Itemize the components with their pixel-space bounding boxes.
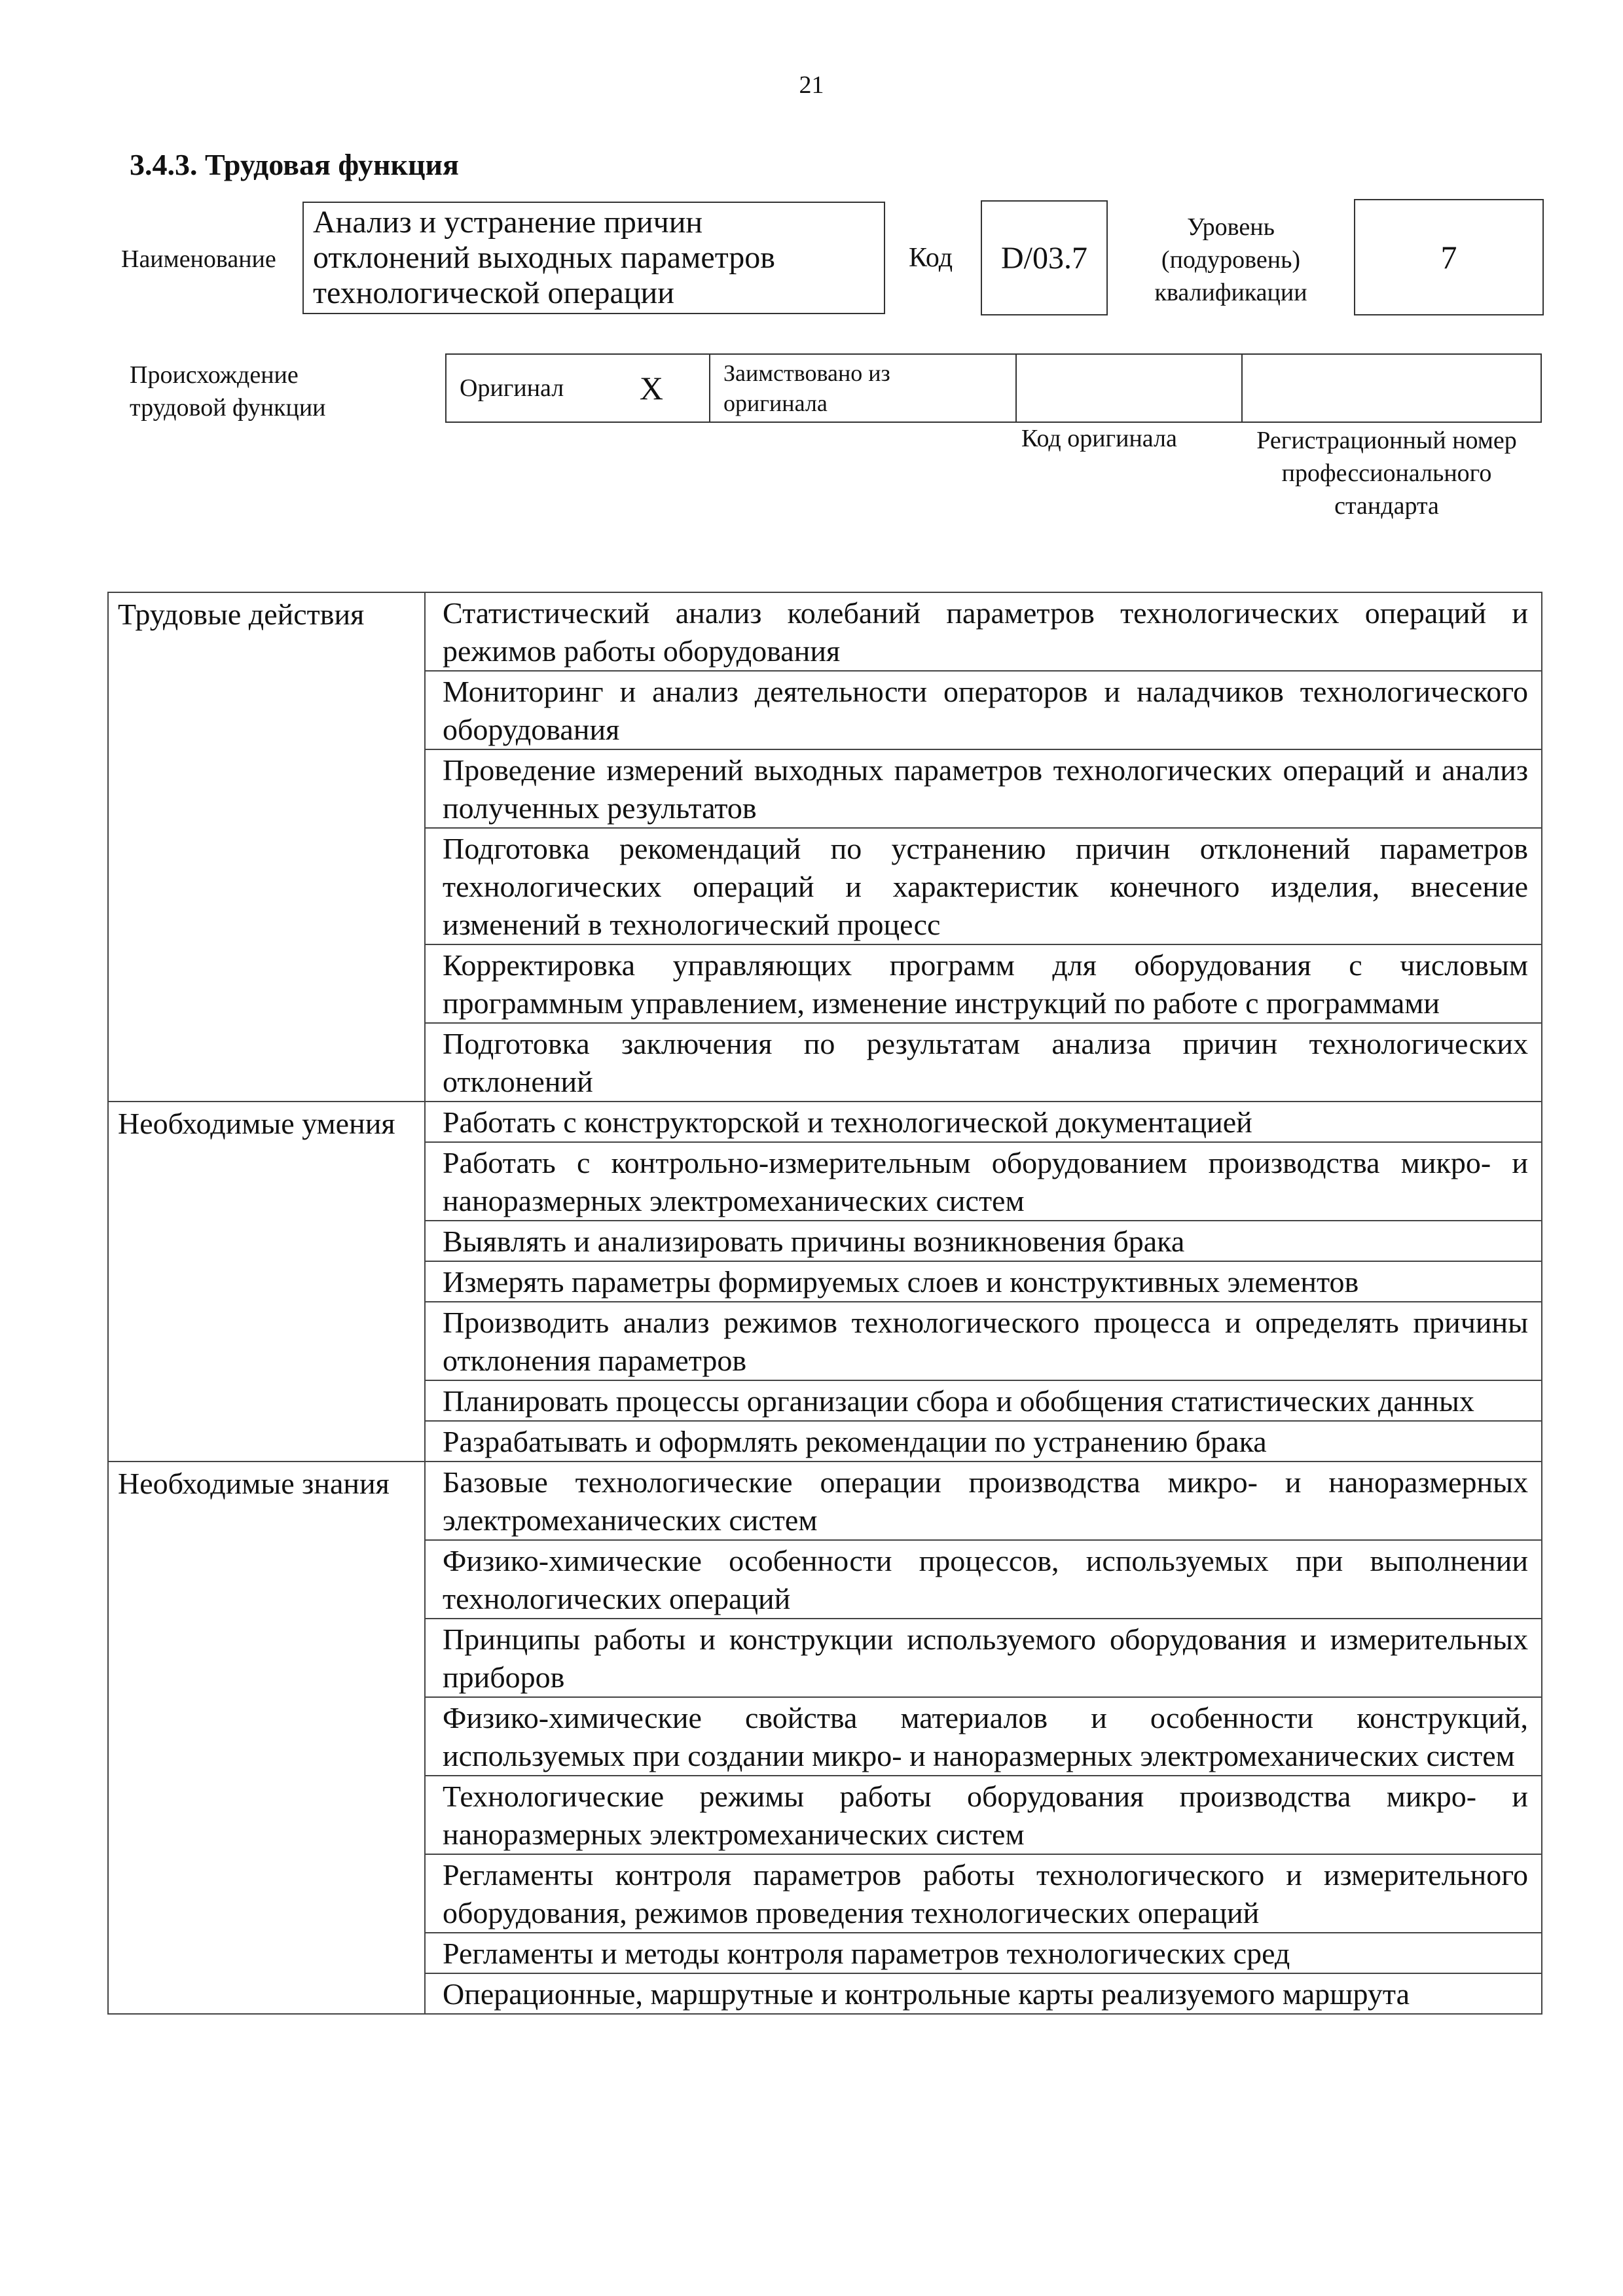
origin-label: [130, 359, 326, 424]
page-number: 21: [799, 71, 824, 99]
level-label-line: квалификации: [1154, 279, 1307, 306]
section-item: Базовые технологические операции производства микро- и наноразмерных электромеханических систем: [425, 1462, 1542, 1540]
reg-caption-line: профессионального: [1281, 459, 1492, 487]
table-row: [108, 592, 1542, 671]
origin-original-cell: [447, 355, 710, 422]
level-value: 7: [1354, 199, 1544, 315]
table-row: [108, 1462, 1542, 1540]
function-name-line: технологической операции: [313, 276, 674, 310]
origin-table: [445, 353, 1542, 423]
original-mark: X: [639, 370, 663, 406]
reg-caption-line: стандарта: [1334, 492, 1439, 520]
section-item: Проведение измерений выходных параметров технологических операций и анализ полученных результатов: [425, 749, 1542, 828]
origin-label-line: Происхождение: [130, 361, 299, 389]
section-item: Производить анализ режимов технологического процесса и определять причины отклонения параметров: [425, 1302, 1542, 1380]
original-label: Оригинал: [460, 374, 564, 402]
section-item: Работать с конструкторской и технологической документацией: [425, 1102, 1542, 1142]
borrowed-line: Заимствовано из: [723, 360, 890, 386]
code-value: D/03.7: [981, 200, 1108, 315]
section-item: Физико-химические свойства материалов и особенности конструкций, используемых при создании микро- и наноразмерных электромеханических систем: [425, 1697, 1542, 1776]
section-item: Корректировка управляющих программ для оборудования с числовым программным управлением, изменение инструкций по работе с программами: [425, 944, 1542, 1023]
section-item: Мониторинг и анализ деятельности операторов и наладчиков технологического оборудования: [425, 671, 1542, 749]
section-item: Разрабатывать и оформлять рекомендации по устранению брака: [425, 1421, 1542, 1462]
section-item: Подготовка заключения по результатам анализа причин технологических отклонений: [425, 1023, 1542, 1102]
reg-number-caption: [1230, 424, 1544, 522]
function-name-box: [302, 202, 885, 314]
original-code-caption: Код оригинала: [1021, 425, 1177, 452]
section-item: Технологические режимы работы оборудования производства микро- и наноразмерных электромеханических систем: [425, 1776, 1542, 1854]
reg-caption-line: Регистрационный номер: [1256, 427, 1517, 454]
code-label: Код: [909, 243, 953, 273]
table-row: [108, 1102, 1542, 1142]
section-item: Регламенты и методы контроля параметров технологических сред: [425, 1933, 1542, 1973]
level-label-line: (подуровень): [1161, 246, 1301, 274]
reg-number-cell: [1243, 355, 1541, 422]
level-label: [1106, 211, 1355, 309]
section-item: Регламенты контроля параметров работы технологического и измерительного оборудования, режимов проведения технологических операций: [425, 1854, 1542, 1933]
name-label: Наименование: [121, 245, 276, 273]
section-category: Трудовые действия: [108, 592, 425, 1102]
section-item: Работать с контрольно-измерительным оборудованием производства микро- и наноразмерных электромеханических систем: [425, 1142, 1542, 1221]
section-item: Выявлять и анализировать причины возникновения брака: [425, 1221, 1542, 1261]
level-label-line: Уровень: [1187, 213, 1275, 241]
section-title: 3.4.3. Трудовая функция: [130, 148, 459, 181]
section-item: Операционные, маршрутные и контрольные карты реализуемого маршрута: [425, 1973, 1542, 2014]
section-category: Необходимые умения: [108, 1102, 425, 1462]
function-name-line: отклонений выходных параметров: [313, 240, 775, 275]
section-item: Подготовка рекомендаций по устранению причин отклонений параметров технологических операций и характеристик конечного изделия, внесение изменений в технологический процесс: [425, 828, 1542, 944]
section-item: Физико-химические особенности процессов, используемых при выполнении технологических операций: [425, 1540, 1542, 1619]
origin-label-line: трудовой функции: [130, 394, 326, 422]
section-item: Принципы работы и конструкции используемого оборудования и измерительных приборов: [425, 1619, 1542, 1697]
section-item: Измерять параметры формируемых слоев и конструктивных элементов: [425, 1261, 1542, 1302]
original-code-cell: [1017, 355, 1243, 422]
function-details-table: [107, 592, 1542, 2015]
section-item: Планировать процессы организации сбора и обобщения статистических данных: [425, 1380, 1542, 1421]
function-name-line: Анализ и устранение причин: [313, 205, 703, 240]
borrowed-line: оригинала: [723, 390, 828, 416]
origin-borrowed-cell: [710, 355, 1017, 422]
section-item: Статистический анализ колебаний параметров технологических операций и режимов работы оборудования: [425, 592, 1542, 671]
section-category: Необходимые знания: [108, 1462, 425, 2014]
